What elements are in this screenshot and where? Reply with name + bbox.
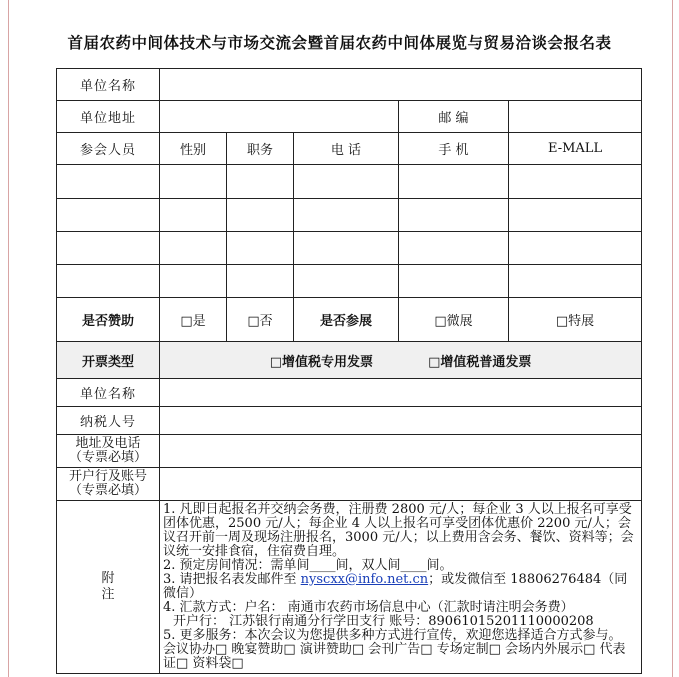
position-header: 职务: [227, 133, 294, 165]
mobile-header: 手 机: [399, 133, 509, 165]
bank-account-field[interactable]: [160, 468, 642, 501]
attendee-mobile-cell[interactable]: [399, 232, 509, 265]
row-unit-address: [57, 101, 642, 133]
invoice-options: [160, 342, 642, 379]
bank-account-label: [57, 468, 160, 501]
attendee-name-cell[interactable]: [57, 199, 160, 232]
taxpayer-id-label: 纳税人号: [57, 407, 160, 435]
note-item-4: 4. 汇款方式：户名： 南通市农药市场信息中心（汇款时请注明会务费）: [163, 600, 574, 615]
attendee-mobile-cell[interactable]: [399, 165, 509, 199]
attendees-header: 参会人员: [57, 133, 160, 165]
attendee-name-cell[interactable]: [57, 232, 160, 265]
address-phone-label-line1: 地址及电话: [75, 436, 141, 451]
special-vat-invoice-checkbox[interactable]: □增值税专用发票: [269, 354, 373, 370]
registration-email-link[interactable]: nyscxx@info.net.cn: [300, 572, 429, 587]
gender-header: 性别: [160, 133, 227, 165]
attendee-phone-cell[interactable]: [294, 265, 399, 298]
note-item-3: [163, 573, 637, 601]
attendee-gender-cell[interactable]: [160, 199, 227, 232]
row-attendee-headers: [57, 133, 642, 165]
phone-header: 电 话: [294, 133, 399, 165]
row-invoice-type: [57, 342, 642, 379]
attendee-row: [57, 232, 642, 265]
invoice-unit-name-label: 单位名称: [57, 379, 160, 407]
form-title: 首届农药中间体技术与市场交流会暨首届农药中间体展览与贸易洽谈会报名表: [67, 33, 612, 52]
general-vat-invoice-checkbox[interactable]: □增值税普通发票: [428, 354, 532, 370]
postcode-label: 邮 编: [399, 101, 509, 133]
address-phone-label: [57, 435, 160, 468]
attendee-position-cell[interactable]: [227, 199, 294, 232]
service-options: 会议协办□ 晚宴赞助□ 演讲赞助□ 会刊广告□ 专场定制□ 会场内外展示□ 代表证□ 资料袋□: [163, 642, 626, 671]
attendee-email-cell[interactable]: [509, 265, 642, 298]
sponsor-yes-checkbox[interactable]: □是: [160, 298, 227, 342]
note-item-5: 5. 更多服务：本次会议为您提供多种方式进行宣传，欢迎您选择适合方式参与。: [163, 628, 622, 643]
unit-name-label: 单位名称: [57, 69, 160, 101]
row-invoice-unit-name: [57, 379, 642, 407]
attendee-gender-cell[interactable]: [160, 165, 227, 199]
postcode-field[interactable]: [509, 101, 642, 133]
attendee-email-cell[interactable]: [509, 165, 642, 199]
row-notes: [57, 501, 642, 674]
note-item-4-bank: 开户行： 江苏银行南通分行学田支行 账号：89061015201110000208: [173, 614, 594, 629]
note-item-1: 1. 凡即日起报名并交纳会务费，注册费 2800 元/人；每企业 3 人以上报名可享受团体优惠，2500 元/人；每企业 4 人以上报名可享受团体优惠价 2200 元/人；会议召开前一周及现场注册报名，3000 元/人；以上费用含会务、餐饮、资料等；会议统一安排食宿，住宿费自理。: [163, 502, 634, 559]
attendee-mobile-cell[interactable]: [399, 199, 509, 232]
taxpayer-id-field[interactable]: [160, 407, 642, 435]
attendee-phone-cell[interactable]: [294, 232, 399, 265]
email-header: E-MALL: [509, 133, 642, 165]
unit-name-field[interactable]: [160, 69, 642, 101]
row-sponsor-exhibit: [57, 298, 642, 342]
bank-account-label-line2: （专票必填）: [68, 483, 147, 498]
sponsor-label: 是否赞助: [57, 298, 160, 342]
page-margin-line-left: [8, 0, 9, 677]
attendee-mobile-cell[interactable]: [399, 265, 509, 298]
row-taxpayer-id: [57, 407, 642, 435]
address-phone-label-line2: （专票必填）: [68, 450, 147, 465]
attendee-row: [57, 199, 642, 232]
bank-account-label-line1: 开户行及账号: [68, 469, 147, 484]
attendee-phone-cell[interactable]: [294, 199, 399, 232]
attendee-email-cell[interactable]: [509, 199, 642, 232]
unit-address-field[interactable]: [160, 101, 399, 133]
attendee-gender-cell[interactable]: [160, 232, 227, 265]
sponsor-no-checkbox[interactable]: □否: [227, 298, 294, 342]
row-address-phone: [57, 435, 642, 468]
invoice-unit-name-field[interactable]: [160, 379, 642, 407]
special-exhibit-checkbox[interactable]: □特展: [509, 298, 642, 342]
attendee-gender-cell[interactable]: [160, 265, 227, 298]
attendee-position-cell[interactable]: [227, 265, 294, 298]
invoice-type-label: 开票类型: [57, 342, 160, 379]
attendee-name-cell[interactable]: [57, 265, 160, 298]
page-margin-line-right: [672, 0, 673, 677]
address-phone-field[interactable]: [160, 435, 642, 468]
notes-label-char1: 附: [101, 571, 115, 586]
booth-exhibit-checkbox[interactable]: □微展: [399, 298, 509, 342]
notes-label: [57, 501, 160, 674]
attendee-email-cell[interactable]: [509, 232, 642, 265]
attendee-name-cell[interactable]: [57, 165, 160, 199]
notes-content: [160, 501, 642, 674]
attendee-row: [57, 165, 642, 199]
notes-label-char2: 注: [101, 587, 115, 602]
exhibit-label: 是否参展: [294, 298, 399, 342]
note-item-3-prefix: 3. 请把报名表发邮件至: [163, 572, 301, 587]
unit-address-label: 单位地址: [57, 101, 160, 133]
note-item-3-suffix: ；或发微信至 18806276484（同微信）: [163, 572, 628, 601]
note-item-2: 2. 预定房间情况：需单间____间，双人间____间。: [163, 558, 453, 573]
attendee-position-cell[interactable]: [227, 232, 294, 265]
row-bank-account: [57, 468, 642, 501]
attendee-phone-cell[interactable]: [294, 165, 399, 199]
attendee-position-cell[interactable]: [227, 165, 294, 199]
registration-table: [56, 68, 642, 674]
attendee-row: [57, 265, 642, 298]
row-unit-name: [57, 69, 642, 101]
